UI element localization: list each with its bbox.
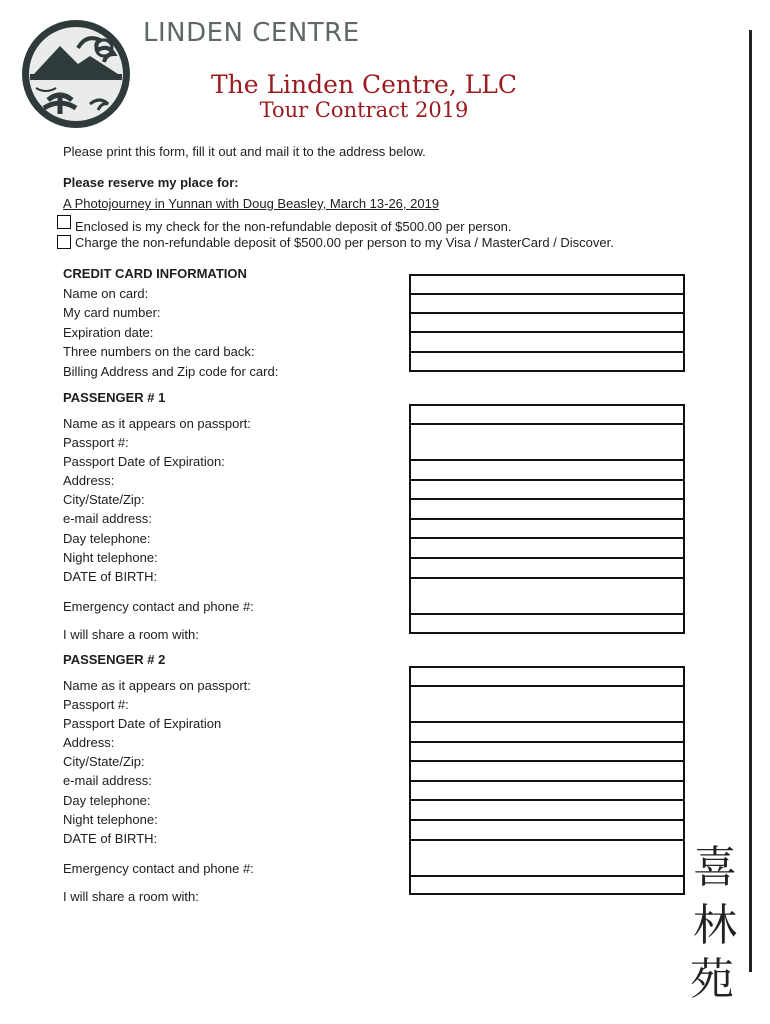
- page-title: The Linden Centre, LLC: [210, 70, 518, 99]
- field-label: Day telephone:: [63, 531, 151, 546]
- brand-name: LINDEN CENTRE: [143, 18, 360, 48]
- p1-email-input[interactable]: [409, 519, 685, 539]
- p1-roommate-input[interactable]: [409, 614, 685, 634]
- tour-name: A Photojourney in Yunnan with Doug Beasley, March 13-26, 2019: [63, 196, 440, 211]
- p1-passport-number-input[interactable]: [409, 424, 685, 461]
- field-label: Passport Date of Expiration:: [63, 454, 225, 469]
- billing-address-input[interactable]: [409, 352, 685, 372]
- field-label: Name as it appears on passport:: [63, 678, 251, 693]
- card-payment-label: Charge the non-refundable deposit of $500.00 per person to my Visa / MasterCard / Discover.: [75, 235, 614, 250]
- field-label: City/State/Zip:: [63, 492, 145, 507]
- p2-passport-expiration-input[interactable]: [409, 722, 685, 743]
- field-label: I will share a room with:: [63, 889, 199, 904]
- field-label: Emergency contact and phone #:: [63, 599, 254, 614]
- p2-roommate-input[interactable]: [409, 876, 685, 895]
- p1-day-phone-input[interactable]: [409, 538, 685, 559]
- field-label: My card number:: [63, 305, 161, 320]
- field-label: Night telephone:: [63, 550, 158, 565]
- side-char: 林: [693, 900, 737, 951]
- card-number-input[interactable]: [409, 294, 685, 314]
- p2-date-of-birth-input[interactable]: [409, 840, 685, 877]
- reserve-heading: Please reserve my place for:: [63, 175, 239, 190]
- p2-passport-number-input[interactable]: [409, 686, 685, 723]
- field-label: Name as it appears on passport:: [63, 416, 251, 431]
- p2-address-input[interactable]: [409, 742, 685, 762]
- field-label: Billing Address and Zip code for card:: [63, 364, 279, 379]
- field-label: Address:: [63, 473, 115, 488]
- p1-passport-expiration-input[interactable]: [409, 460, 685, 481]
- field-label: Passport Date of Expiration: [63, 716, 222, 731]
- intro-text: Please print this form, fill it out and mail it to the address below.: [63, 144, 426, 159]
- expiration-date-input[interactable]: [409, 313, 685, 333]
- check-payment-label: Enclosed is my check for the non-refundable deposit of $500.00 per person.: [75, 219, 512, 234]
- field-label: e-mail address:: [63, 511, 152, 526]
- field-label: Passport #:: [63, 697, 129, 712]
- field-label: City/State/Zip:: [63, 754, 145, 769]
- field-label: Name on card:: [63, 286, 149, 301]
- p1-city-state-zip-input[interactable]: [409, 499, 685, 520]
- field-label: Address:: [63, 735, 115, 750]
- field-label: Expiration date:: [63, 325, 154, 340]
- field-label: Passport #:: [63, 435, 129, 450]
- side-char: 苑: [690, 954, 734, 1005]
- name-on-card-input[interactable]: [409, 274, 685, 295]
- p1-night-phone-input[interactable]: [409, 558, 685, 579]
- field-label: Emergency contact and phone #:: [63, 861, 254, 876]
- field-label: e-mail address:: [63, 773, 152, 788]
- side-char-clip: [690, 954, 745, 1005]
- p2-day-phone-input[interactable]: [409, 800, 685, 821]
- p1-address-input[interactable]: [409, 480, 685, 500]
- side-divider: [749, 30, 752, 972]
- security-code-input[interactable]: [409, 332, 685, 353]
- p1-passport-name-input[interactable]: [409, 404, 685, 425]
- field-label: DATE of BIRTH:: [63, 569, 158, 584]
- passenger-2-heading: PASSENGER # 2: [63, 652, 166, 667]
- p2-night-phone-input[interactable]: [409, 820, 685, 841]
- side-char: 喜: [693, 842, 737, 893]
- field-label: Three numbers on the card back:: [63, 344, 255, 359]
- page-subtitle: Tour Contract 2019: [259, 98, 469, 122]
- p2-city-state-zip-input[interactable]: [409, 761, 685, 782]
- credit-card-heading: CREDIT CARD INFORMATION: [63, 266, 247, 281]
- p1-date-of-birth-input[interactable]: [409, 578, 685, 615]
- p2-passport-name-input[interactable]: [409, 666, 685, 687]
- field-label: Day telephone:: [63, 793, 151, 808]
- field-label: Night telephone:: [63, 812, 158, 827]
- check-payment-checkbox[interactable]: [57, 215, 71, 229]
- passenger-1-heading: PASSENGER # 1: [63, 390, 166, 405]
- card-payment-checkbox[interactable]: [57, 235, 71, 249]
- field-label: DATE of BIRTH:: [63, 831, 158, 846]
- p2-email-input[interactable]: [409, 781, 685, 801]
- field-label: I will share a room with:: [63, 627, 199, 642]
